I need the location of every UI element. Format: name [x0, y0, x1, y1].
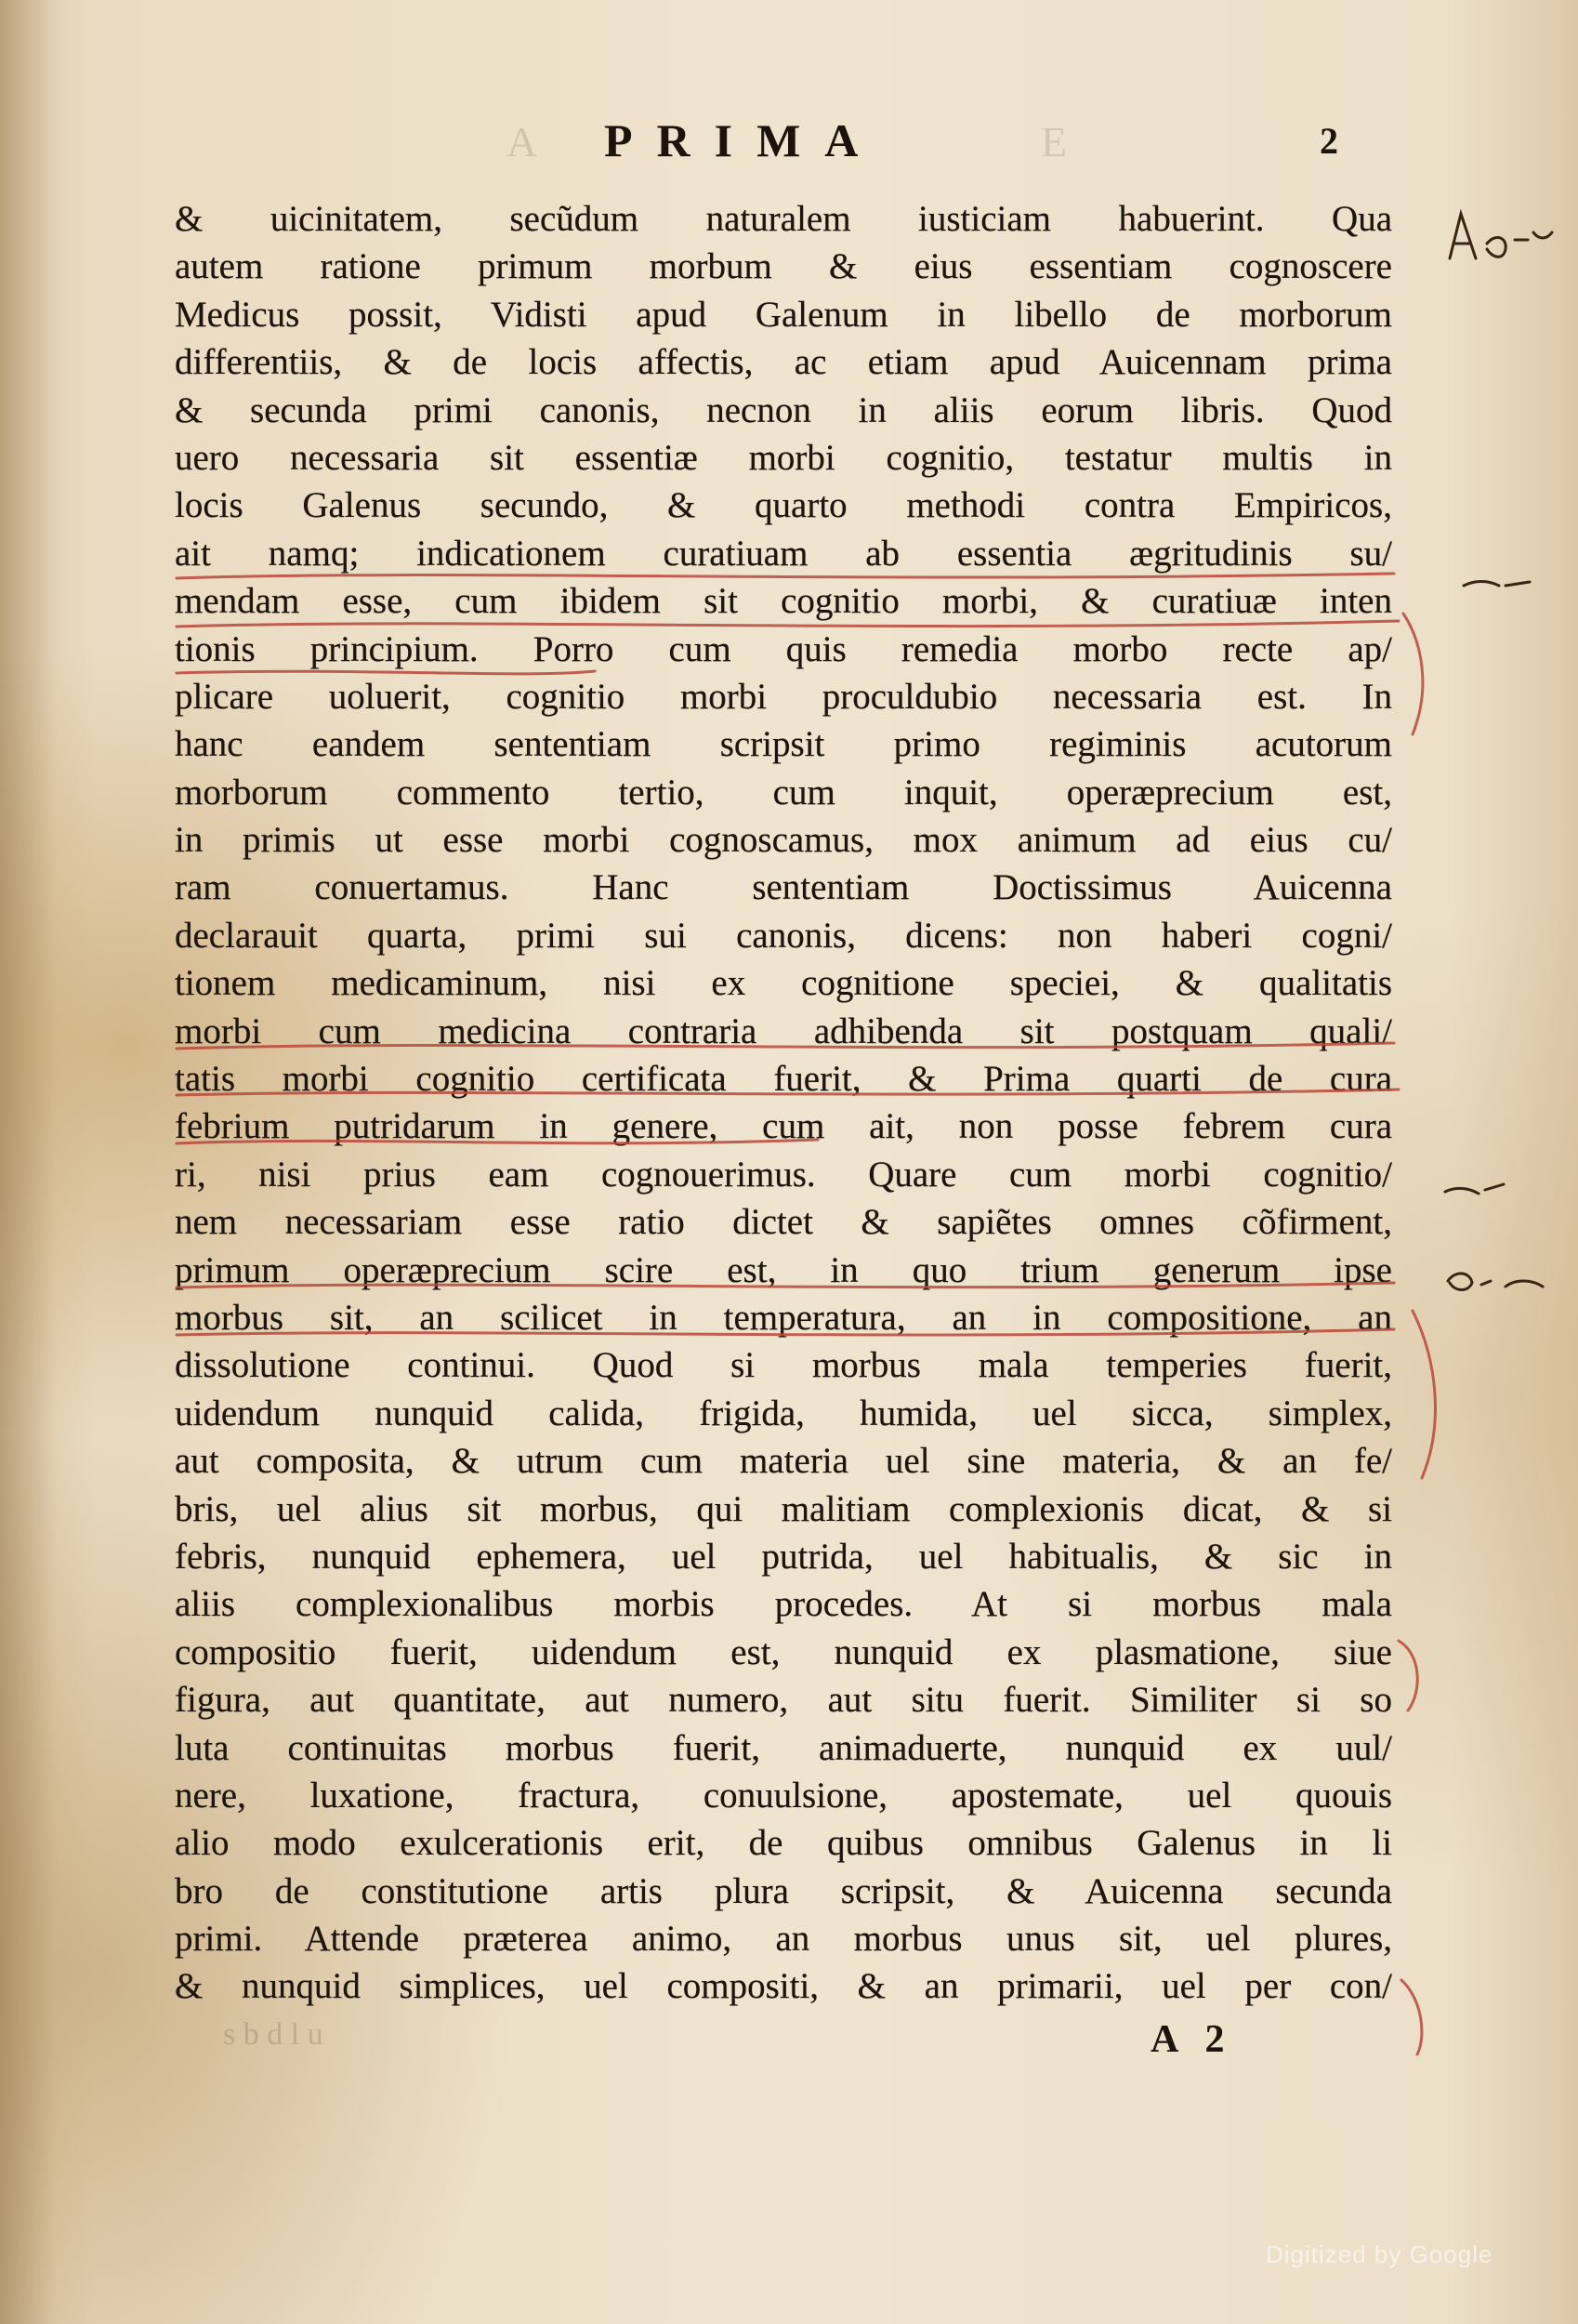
- margin-note-stroke: [1448, 1274, 1543, 1290]
- text-line: morbi cum medicina contraria adhibenda sit postquam quali/: [175, 1010, 1392, 1051]
- running-title: PRIMA: [604, 114, 883, 166]
- text-line: morbus sit, an scilicet in temperatura, an in compositione, an: [175, 1297, 1392, 1338]
- text-line: tatis morbi cognitio certificata fuerit, & Prima quarti de cura: [175, 1059, 1392, 1100]
- text-line: bris, uel alius sit morbus, qui malitiam complexionis dicat, & si: [175, 1488, 1392, 1529]
- show-through-letter: A: [506, 118, 538, 165]
- show-through-letter: E: [1041, 118, 1068, 165]
- text-line: locis Galenus secundo, & quarto methodi contra Empiricos,: [175, 485, 1392, 526]
- underline-stroke: [177, 1283, 1394, 1287]
- text-line: bro de constitutione artis plura scripsit, & Auicenna secunda: [175, 1870, 1392, 1911]
- page-number: 2: [1320, 120, 1338, 162]
- text-line: nere, luxatione, fractura, conuulsione, apostemate, uel quouis: [175, 1775, 1392, 1816]
- text-line: plicare uoluerit, cognitio morbi proculdubio necessaria est. In: [175, 676, 1392, 717]
- text-line: alio modo exulcerationis erit, de quibus omnibus Galenus in li: [175, 1823, 1392, 1864]
- text-line: in primis ut esse morbi cognoscamus, mox animum ad eius cu/: [175, 820, 1392, 861]
- text-line: declarauit quarta, primi sui canonis, dicens: non haberi cogni/: [175, 915, 1392, 956]
- margin-note-stroke: [1515, 232, 1552, 240]
- margin-bracket: [1413, 1311, 1435, 1478]
- text-line: aliis complexionalibus morbis procedes. At si morbus mala: [175, 1584, 1392, 1625]
- text-line: tionem medicaminum, nisi ex cognitione speciei, & qualitatis: [175, 963, 1392, 1004]
- underline-stroke: [177, 1043, 1394, 1049]
- underline-stroke: [177, 671, 595, 674]
- margin-bracket: [1403, 614, 1423, 734]
- margin-note-stroke: [1464, 582, 1530, 587]
- text-line: ait namq; indicationem curatiuam ab essentia ægritudinis su/: [175, 533, 1392, 574]
- text-line: differentiis, & de locis affectis, ac etiam apud Auicennam prima: [175, 342, 1392, 383]
- text-line: figura, aut quantitate, aut numero, aut situ fuerit. Similiter si so: [175, 1680, 1392, 1721]
- margin-note-stroke: [1445, 1184, 1504, 1194]
- text-line: uidendum nunquid calida, frigida, humida, uel sicca, simplex,: [175, 1393, 1392, 1433]
- text-line: febrium putridarum in genere, cum ait, non posse febrem cura: [175, 1106, 1392, 1147]
- text-line: nem necessariam esse ratio dictet & sapiẽtes omnes cõfirment,: [175, 1202, 1392, 1243]
- text-line: primum operæprecium scire est, in quo trium generum ipse: [175, 1249, 1392, 1290]
- text-line: autem ratione primum morbum & eius essentiam cognoscere: [175, 246, 1392, 287]
- margin-bracket: [1399, 1641, 1417, 1710]
- digitization-watermark: Digitized by Google: [1266, 2240, 1493, 2268]
- text-line: mendam esse, cum ibidem sit cognitio morbi, & curatiuæ inten: [175, 581, 1392, 622]
- underline-stroke: [177, 1140, 818, 1143]
- text-line: uero necessaria sit essentiæ morbi cognitio, testatur multis in: [175, 437, 1392, 478]
- margin-bracket: [1401, 1980, 1422, 2054]
- text-line: Medicus possit, Vidisti apud Galenum in libello de morborum: [175, 294, 1392, 335]
- text-line: febris, nunquid ephemera, uel putrida, uel habitualis, & sic in: [175, 1536, 1392, 1577]
- text-line: & uicinitatem, secũdum naturalem iusticiam habuerint. Qua: [175, 199, 1392, 239]
- text-line: dissolutione continui. Quod si morbus mala temperies fuerit,: [175, 1345, 1392, 1386]
- text-line: compositio fuerit, uidendum est, nunquid ex plasmatione, siue: [175, 1631, 1392, 1672]
- underline-stroke: [177, 1329, 1394, 1335]
- margin-note-stroke: [1450, 214, 1476, 258]
- text-line: aut composita, & utrum cum materia uel sine materia, & an fe/: [175, 1441, 1392, 1482]
- underline-stroke: [177, 1089, 1399, 1095]
- text-line: tionis principium. Porro cum quis remedia morbo recte ap/: [175, 628, 1392, 669]
- underline-stroke: [177, 574, 1394, 578]
- text-line: morborum commento tertio, cum inquit, operæprecium est,: [175, 772, 1392, 812]
- text-line: luta continuitas morbus fuerit, animaduerte, nunquid ex uul/: [175, 1727, 1392, 1768]
- text-line: & nunquid simplices, uel compositi, & an primarii, uel per con/: [175, 1966, 1392, 2007]
- text-line: ram conuertamus. Hanc sententiam Doctissimus Auicenna: [175, 867, 1392, 908]
- text-line: primi. Attende præterea animo, an morbus unus sit, uel plures,: [175, 1919, 1392, 1960]
- underline-stroke: [177, 621, 1399, 627]
- margin-note-stroke: [1487, 237, 1506, 257]
- text-line: & secunda primi canonis, necnon in aliis eorum libris. Quod: [175, 390, 1392, 430]
- text-line: ri, nisi prius eam cognouerimus. Quare cum morbi cognitio/: [175, 1154, 1392, 1195]
- signature-mark: A 2: [1151, 2018, 1234, 2061]
- show-through-text: s b d l u: [223, 2017, 323, 2052]
- text-line: hanc eandem sententiam scripsit primo regiminis acutorum: [175, 724, 1392, 765]
